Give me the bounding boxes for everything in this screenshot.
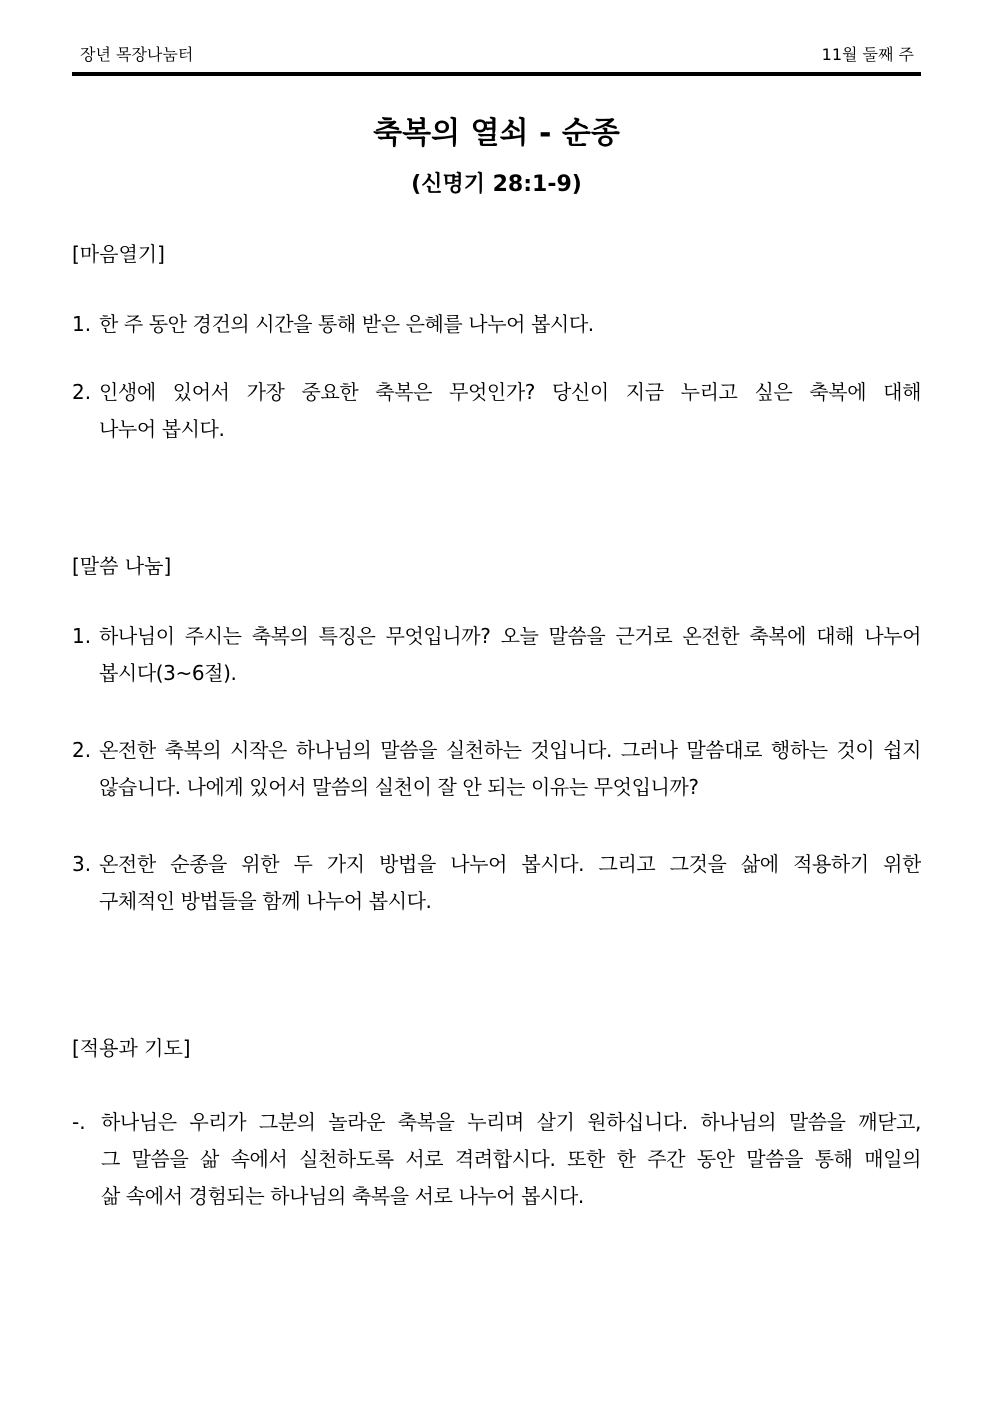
application-line: 삶 속에서 경험되는 하나님의 축복을 서로 나누어 봅시다. bbox=[101, 1184, 584, 1208]
header-week: 11월 둘째 주 bbox=[821, 45, 914, 64]
question-line: 않습니다. 나에게 있어서 말씀의 실천이 잘 안 되는 이유는 무엇입니까? bbox=[99, 775, 699, 799]
question-number: 2. bbox=[72, 380, 92, 404]
page-header bbox=[72, 38, 920, 74]
application-line: 하나님은 우리가 그분의 놀라운 축복을 누리며 살기 원하십니다. 하나님의 말씀을 깨닫고, bbox=[101, 1110, 921, 1134]
header-divider bbox=[72, 72, 921, 76]
application-prayer-item bbox=[72, 1104, 921, 1215]
question-number: 1. bbox=[72, 312, 92, 336]
word-sharing-question-1 bbox=[72, 618, 921, 692]
question-line: 인생에 있어서 가장 중요한 축복은 무엇인가? 당신이 지금 누리고 싶은 축복에 대해 bbox=[99, 380, 921, 404]
question-number: 2. bbox=[72, 738, 92, 762]
section-label-open-heart: [마음열기] bbox=[72, 242, 165, 266]
question-line: 한 주 동안 경건의 시간을 통해 받은 은혜를 나누어 봅시다. bbox=[99, 312, 594, 336]
application-line: 그 말씀을 삶 속에서 실천하도록 서로 격려합시다. 또한 한 주간 동안 말씀을 통해 매일의 bbox=[101, 1147, 921, 1171]
question-line: 봅시다(3~6절). bbox=[99, 661, 237, 685]
question-number: 3. bbox=[72, 852, 92, 876]
word-sharing-question-3 bbox=[72, 846, 921, 920]
word-sharing-question-2 bbox=[72, 732, 921, 806]
question-line: 구체적인 방법들을 함께 나누어 봅시다. bbox=[99, 889, 432, 913]
scripture-reference: (신명기 28:1-9) bbox=[411, 172, 582, 197]
section-label-application-prayer: [적용과 기도] bbox=[72, 1036, 191, 1060]
question-line: 온전한 축복의 시작은 하나님의 말씀을 실천하는 것입니다. 그러나 말씀대로 행하는 것이 쉽지 bbox=[99, 738, 921, 762]
section-label-word-sharing: [말씀 나눔] bbox=[72, 554, 172, 578]
open-heart-question-2 bbox=[72, 374, 921, 448]
question-number: 1. bbox=[72, 624, 92, 648]
question-line: 온전한 순종을 위한 두 가지 방법을 나누어 봅시다. 그리고 그것을 삶에 적용하기 위한 bbox=[99, 852, 921, 876]
bullet-marker: -. bbox=[72, 1110, 86, 1134]
page-title: 축복의 열쇠 - 순종 bbox=[373, 116, 620, 151]
open-heart-question-1 bbox=[72, 306, 921, 343]
header-group-name: 장년 목장나눔터 bbox=[80, 45, 194, 64]
question-line: 하나님이 주시는 축복의 특징은 무엇입니까? 오늘 말씀을 근거로 온전한 축복에 대해 나누어 bbox=[99, 624, 921, 648]
question-line: 나누어 봅시다. bbox=[99, 417, 225, 441]
